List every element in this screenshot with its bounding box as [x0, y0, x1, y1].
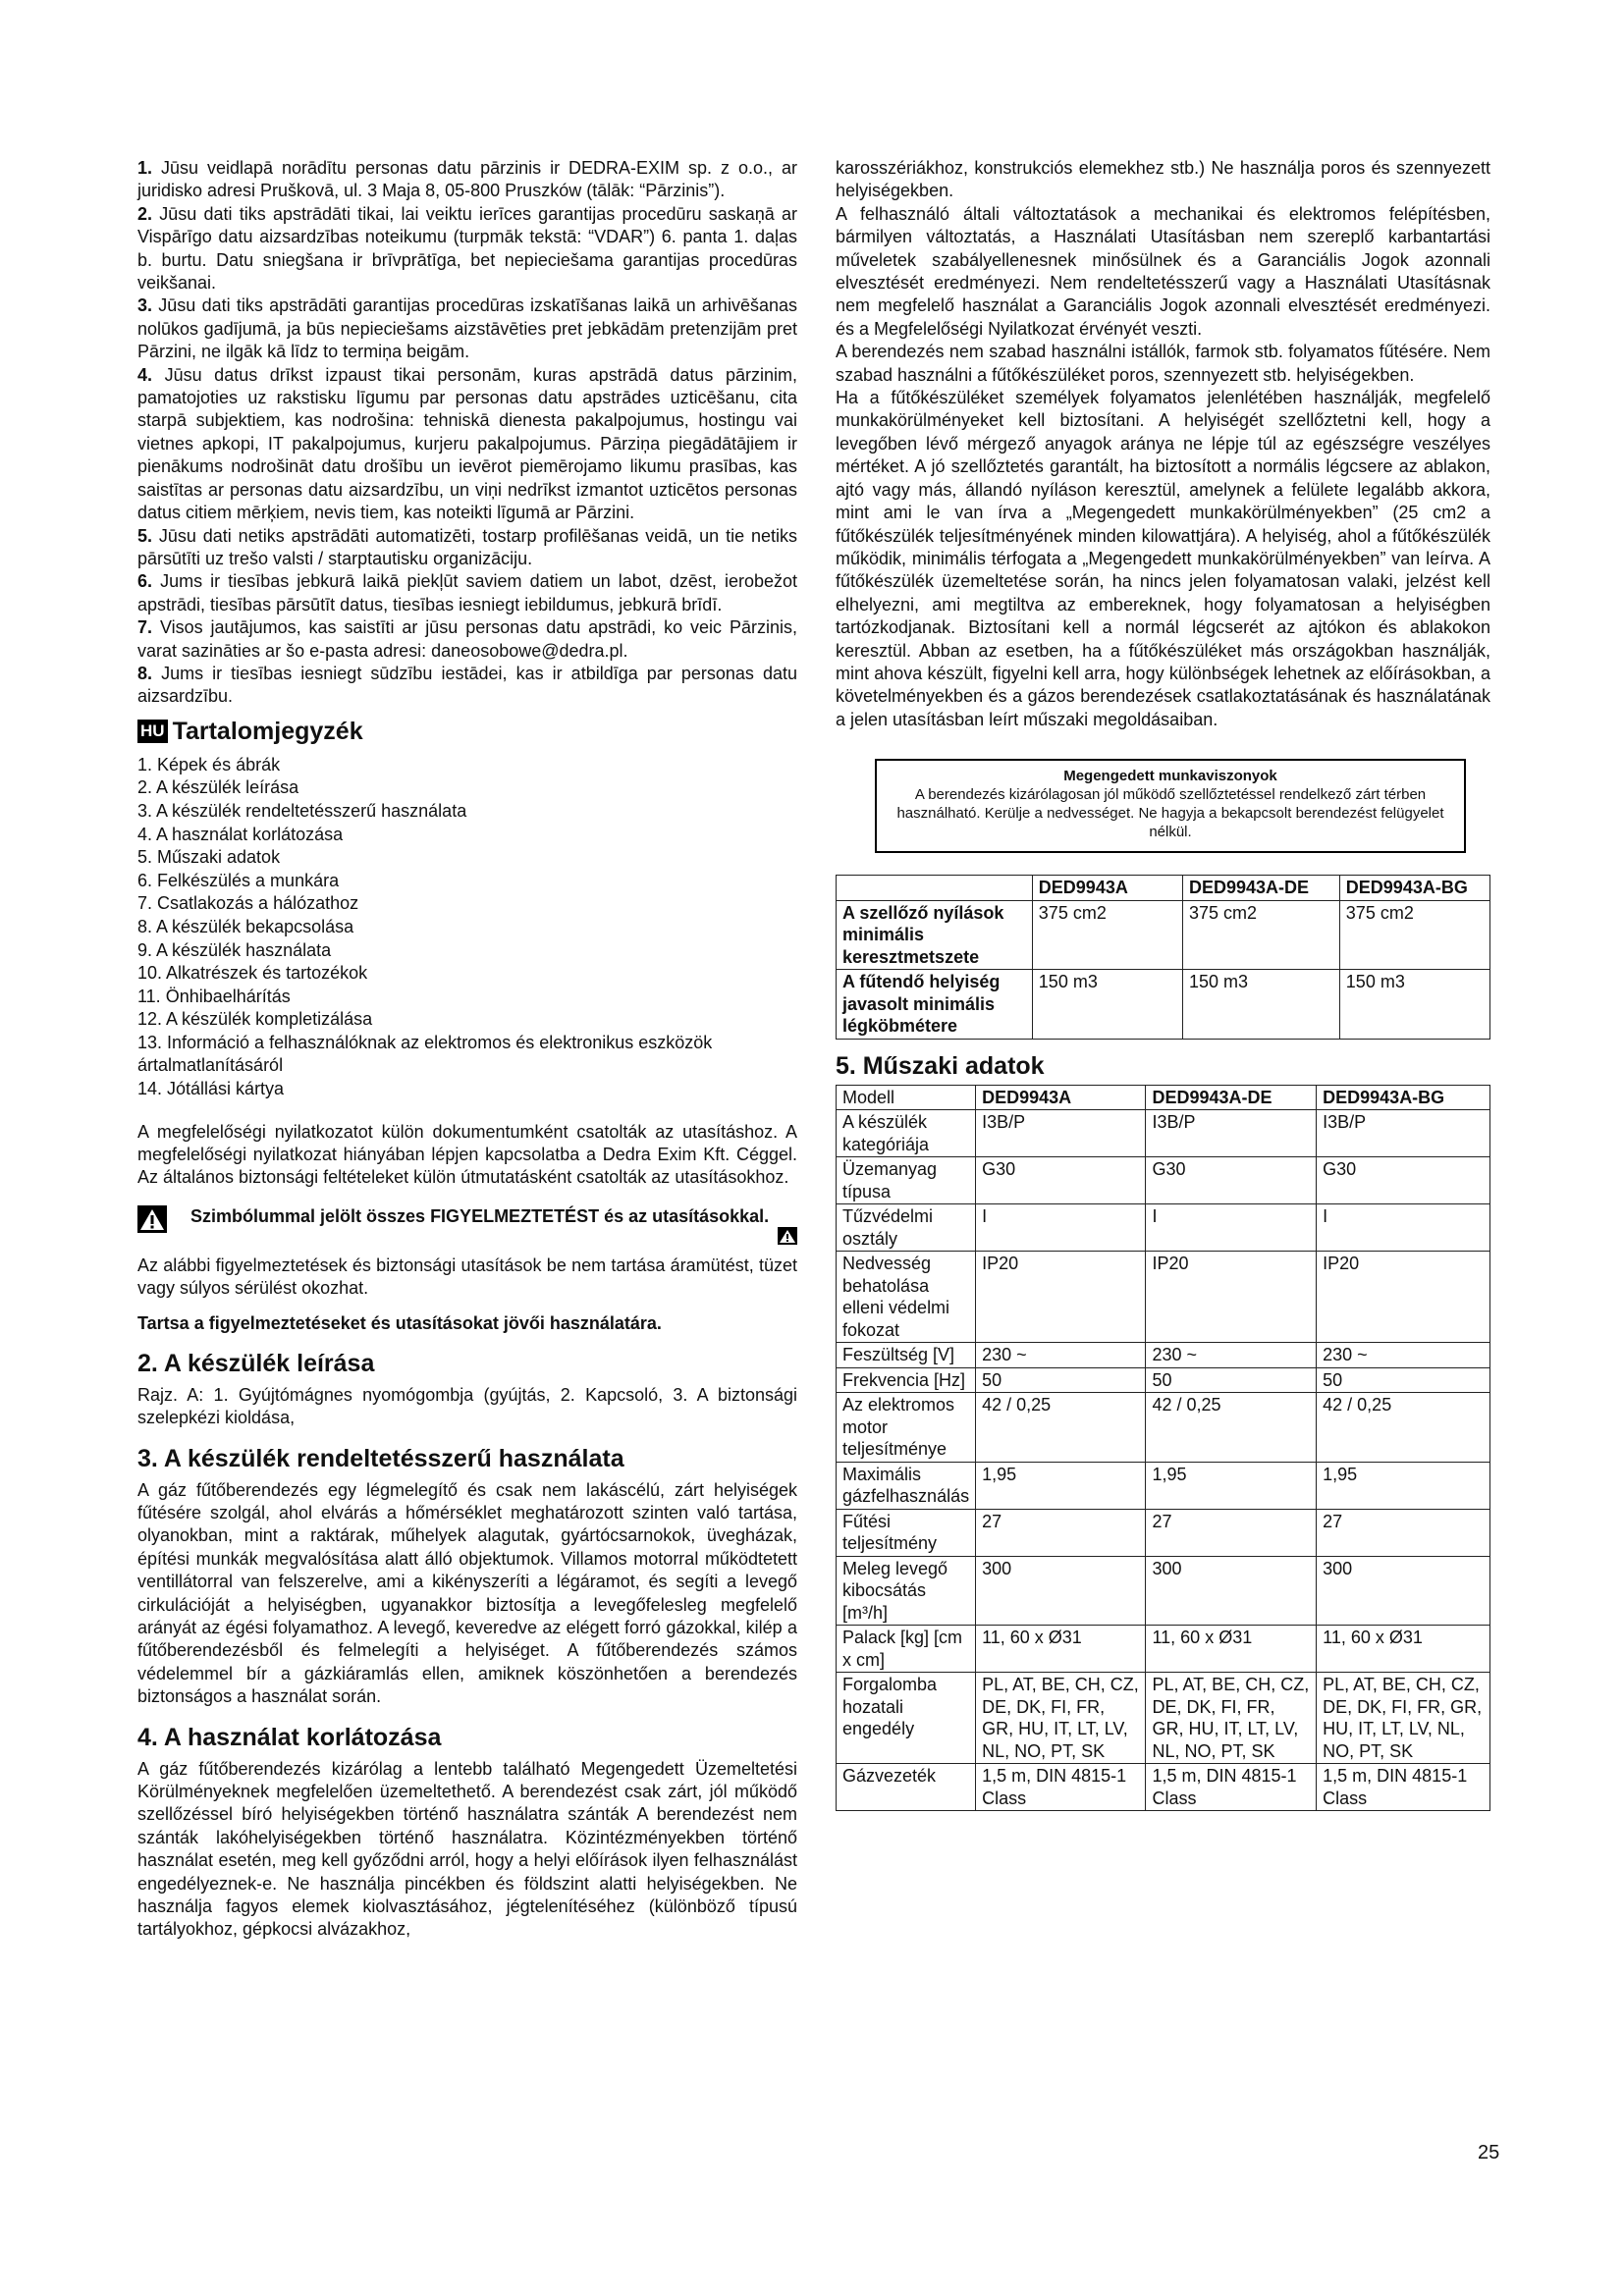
table-row: [837, 1556, 1490, 1626]
row-label: A szellőző nyílások minimális keresztmetszete: [837, 900, 1033, 970]
table-cell: 50: [976, 1367, 1146, 1393]
toc-item: 2. A készülék leírása: [137, 777, 299, 798]
row-label: A készülék kategóriája: [837, 1110, 976, 1157]
row-label: Az elektromos motor teljesítménye: [837, 1393, 976, 1463]
table-cell: 150 m3: [1032, 970, 1182, 1040]
paragraph: A felhasználó általi változtatások a mechanikai és elektromos felépítésben, bármilyen változtatás, a Használati Utasításban nem szereplő karbantartási műveletek szabályellenesnek minősülnek és a Garanciális Jogok azonnali elvesztését eredményezi. Nem rendeltetésszerű vagy a Használati Utasításnak nem megfelelő használat a Garanciális Jogok azonnali elvesztését eredményezi. és a Megfelelőségi Nyilatkozat érvényét veszti.: [836, 203, 1490, 339]
list-item: 3. Jūsu dati tiks apstrādāti garantijas procedūras izskatīšanas laikā un arhivēšanas nolūkos gadījumā, ja būs nepieciešams aizstāvēties pret jebkādām pretenzijām pret Pārzini, ne ilgāk kā līdz to termiņa beigām.: [137, 295, 797, 362]
table-row: [837, 1204, 1490, 1252]
row-label: Maximális gázfelhasználás: [837, 1462, 976, 1509]
section-2-text: Rajz. A: 1. Gyújtómágnes nyomógombja (gyújtás, 2. Kapcsoló, 3. A biztonsági szelepkézi kioldása,: [137, 1384, 797, 1428]
table-cell: IP20: [1317, 1252, 1490, 1343]
list-item: 7. Visos jautājumos, kas saistīti ar jūsu personas datu apstrādi, ko veic Pārzinis, varat sazināties ar šo e-pasta adresi: daneosobowe@dedra.pl.: [137, 617, 797, 661]
row-label: A fűtendő helyiség javasolt minimális légköbmétere: [837, 970, 1033, 1040]
left-column: [137, 157, 797, 1942]
table-header-row: [837, 876, 1490, 901]
section-3-title: 3. A készülék rendeltetésszerű használata: [137, 1444, 624, 1472]
table-cell: IP20: [1146, 1252, 1317, 1343]
personal-data-list: [137, 157, 797, 709]
table-cell: 230 ~: [1317, 1343, 1490, 1368]
toc-item: 9. A készülék használata: [137, 939, 332, 960]
toc-item: 6. Felkészülés a munkára: [137, 870, 340, 890]
list-item: 6. Jums ir tiesības jebkurā laikā piekļūt saviem datiem un labot, dzēst, ierobežot apstrādi, tiesības pārsūtīt datus, tiesības iesniegt iebildumus, jebkurā brīdī.: [137, 571, 797, 614]
toc-item: 3. A készülék rendeltetésszerű használata: [137, 800, 467, 821]
table-cell: 300: [976, 1556, 1146, 1626]
row-label: Frekvencia [Hz]: [837, 1367, 976, 1393]
table-cell: 1,5 m, DIN 4815-1 Class: [1146, 1764, 1317, 1811]
table-cell: 42 / 0,25: [1317, 1393, 1490, 1463]
row-label: Fűtési teljesítmény: [837, 1509, 976, 1556]
table-row: [837, 1157, 1490, 1204]
toc-item: 4. A használat korlátozása: [137, 824, 344, 844]
toc-item: 14. Jótállási kártya: [137, 1079, 285, 1099]
row-label: Palack [kg] [cm x cm]: [837, 1626, 976, 1673]
row-label: Meleg levegő kibocsátás [m³/h]: [837, 1556, 976, 1626]
table-cell: PL, AT, BE, CH, CZ, DE, DK, FI, FR, GR, HU, IT, LT, LV, NL, NO, PT, SK: [1146, 1673, 1317, 1764]
table-row: [837, 1252, 1490, 1343]
list-item: 1. Jūsu veidlapā norādītu personas datu pārzinis ir DEDRA-EXIM sp. z o.o., ar juridisko adresi Pruškovā, ul. 3 Maja 8, 05-800 Pruszków (tālāk: “Pārzinis”).: [137, 158, 797, 201]
table-cell: 375 cm2: [1339, 900, 1489, 970]
ventilation-table: [836, 875, 1490, 1040]
table-of-contents: [137, 754, 797, 1101]
table-cell: I3B/P: [1146, 1110, 1317, 1157]
table-cell: G30: [1146, 1157, 1317, 1204]
row-label: Nedvesség behatolása elleni védelmi fokozat: [837, 1252, 976, 1343]
table-cell: 1,95: [1317, 1462, 1490, 1509]
toc-item: 1. Képek és ábrák: [137, 754, 281, 774]
right-column: [836, 157, 1490, 1811]
header-cell: [837, 876, 1033, 901]
header-cell: DED9943A-BG: [1339, 876, 1489, 901]
header-cell: DED9943A-DE: [1146, 1085, 1317, 1110]
table-row: [837, 970, 1490, 1040]
toc-item: 7. Csatlakozás a hálózathoz: [137, 893, 359, 914]
technical-data-table: [836, 1085, 1490, 1812]
table-cell: 11, 60 x Ø31: [976, 1626, 1146, 1673]
section-5-title: 5. Műszaki adatok: [836, 1051, 1045, 1080]
table-row: [837, 900, 1490, 970]
table-cell: 11, 60 x Ø31: [1146, 1626, 1317, 1673]
table-row: [837, 1764, 1490, 1811]
table-cell: 42 / 0,25: [1146, 1393, 1317, 1463]
table-cell: G30: [1317, 1157, 1490, 1204]
table-cell: 150 m3: [1182, 970, 1339, 1040]
section-4-title: 4. A használat korlátozása: [137, 1723, 442, 1751]
table-cell: 50: [1317, 1367, 1490, 1393]
header-cell: Modell: [837, 1085, 976, 1110]
table-cell: 300: [1146, 1556, 1317, 1626]
table-cell: I: [1317, 1204, 1490, 1252]
toc-heading: [137, 717, 797, 746]
paragraph: Ha a fűtőkészüléket személyek folyamatos jelenlétében használják, megfelelő munkakörülményeket kell biztosítani. A helyiségét szellőztetni kell, hogy a levegőben lévő mérgező anyagok aránya ne lépje túl az egészségre veszélyes mértéket. A jó szellőztetés garantált, ha biztosított a normális légcsere az ablakon, ajtó vagy más, állandó nyíláson keresztül, amelynek a felülete legalább akkora, mint ami le van írva a „Megengedett munkakörülményekben” (25 cm2 a fűtőkészülék teljesítményének minden kilowattjára). A helyiség, ahol a fűtőkészülék működik, minimális térfogata a „Megengedett munkakörülményekben” van leírva. A fűtőkészülék üzemeltetése során, ha nincs jelen folyamatosan valaki, jelzést kell elhelyezni, ami megtiltva az embereknek, hogy folyamatosan a helyiségben tartózkodjanak. Biztosítani kell a normál légcserét az ajtókon és ablakokon keresztül. Abban az esetben, ha a fűtőkészüléket más országokban használják, mint ahova készült, figyelni kell arra, hogy különbségek lehetnek az előírásokban, a követelményekben és a gázos berendezések csatlakoztatásának és használatának a jelen utasításban leírt műszaki megoldásaiban.: [836, 388, 1490, 729]
warning-triangle-icon: [137, 1205, 167, 1233]
table-row: [837, 1626, 1490, 1673]
table-cell: 11, 60 x Ø31: [1317, 1626, 1490, 1673]
table-cell: 1,5 m, DIN 4815-1 Class: [976, 1764, 1146, 1811]
table-cell: 150 m3: [1339, 970, 1489, 1040]
table-cell: 27: [1146, 1509, 1317, 1556]
toc-item: 8. A készülék bekapcsolása: [137, 916, 354, 936]
box-title: Megengedett munkaviszonyok: [1063, 768, 1277, 785]
table-row: [837, 1110, 1490, 1157]
table-cell: 42 / 0,25: [976, 1393, 1146, 1463]
conformity-paragraph: A megfelelőségi nyilatkozatot külön dokumentumként csatolták az utasításhoz. A megfelelőségi nyilatkozat hiányában lépjen kapcsolatba a Dedra Exim Kft. Céggel. Az általános biztonsági feltételeket külön útmutatásként csatolták az utasításokhoz.: [137, 1121, 797, 1188]
header-cell: DED9943A: [1032, 876, 1182, 901]
toc-item: 5. Műszaki adatok: [137, 847, 281, 868]
table-cell: 230 ~: [976, 1343, 1146, 1368]
toc-item: 12. A készülék kompletizálása: [137, 1009, 373, 1030]
toc-item: 11. Önhibaelhárítás: [137, 986, 291, 1006]
header-cell: DED9943A: [976, 1085, 1146, 1110]
section-2-title: 2. A készülék leírása: [137, 1349, 375, 1377]
list-item: 8. Jums ir tiesības iesniegt sūdzību iestādei, kas ir atbildīga par personas datu aizsardzību.: [137, 663, 797, 707]
table-header-row: [837, 1085, 1490, 1110]
section-3-text: A gáz fűtőberendezés egy légmelegítő és csak nem lakáscélú, zárt helyiségek fűtésére szolgál, ahol elvárás a hőmérséklet meghatározott szinten való tartása, olyanokban, mint a raktárak, műhelyek alagutak, gyártócsarnokok, üvegházak, építési munkák megvalósítása alatt álló objektumok. Villamos motorral működtetett ventillátorral van felszerelve, ami a kikényszeríti a légáramot, és segíti a levegő cirkulációját a helyiségben, ugyanakkor biztosítja a levegőfelesleg megfelelő arányát az égési folyamathoz. A levegő, keveredve az elégett forró gázokkal, kilép a fűtőberendezésből és felmelegíti a helyiséget. A fűtőberendezés számos védelemmel bír a gázkiáramlás ellen, amiknek köszönhetően a berendezés biztonságos a használat során.: [137, 1479, 797, 1707]
table-row: [837, 1393, 1490, 1463]
warning-paragraph: Az alábbi figyelmeztetések és biztonsági utasítások be nem tartása áramütést, tüzet vagy súlyos sérülést okozhat.: [137, 1255, 797, 1299]
row-label: Forgalomba hozatali engedély: [837, 1673, 976, 1764]
table-cell: 50: [1146, 1367, 1317, 1393]
row-label: Feszültség [V]: [837, 1343, 976, 1368]
table-cell: IP20: [976, 1252, 1146, 1343]
paragraph: karosszériákhoz, konstrukciós elemekhez stb.) Ne használja poros és szennyezett helyiségekben.: [836, 158, 1490, 201]
table-cell: 27: [976, 1509, 1146, 1556]
table-cell: 300: [1317, 1556, 1490, 1626]
table-row: [837, 1462, 1490, 1509]
table-cell: 1,95: [976, 1462, 1146, 1509]
warning-symbol-text: Szimbólummal jelölt összes FIGYELMEZTETÉST és az utasításokkal.: [190, 1205, 770, 1226]
language-badge: HU: [137, 720, 168, 743]
row-label: Tűzvédelmi osztály: [837, 1204, 976, 1252]
list-item: 5. Jūsu dati netiks apstrādāti automatizēti, tostarp profilēšanas veidā, un tie netiks pārsūtīti uz trešo valsti / starptautisku organizāciju.: [137, 525, 797, 568]
table-cell: 375 cm2: [1182, 900, 1339, 970]
table-cell: PL, AT, BE, CH, CZ, DE, DK, FI, FR, GR, HU, IT, LT, LV, NL, NO, PT, SK: [1317, 1673, 1490, 1764]
warning-notice: [137, 1205, 797, 1245]
table-cell: 230 ~: [1146, 1343, 1317, 1368]
toc-item: 13. Információ a felhasználóknak az elektromos és elektronikus eszközök ártalmatlanításáról: [137, 1032, 713, 1076]
table-row: [837, 1673, 1490, 1764]
box-text: A berendezés kizárólagosan jól működő szellőztetéssel rendelkező zárt térben használható. Kerülje a nedvességet. Ne hagyja a bekapcsolt berendezést felügyelet nélkül.: [896, 786, 1444, 841]
toc-item: 10. Alkatrészek és tartozékok: [137, 963, 368, 984]
allowed-conditions-box: [875, 759, 1466, 853]
table-cell: I3B/P: [976, 1110, 1146, 1157]
toc-title: Tartalomjegyzék: [172, 717, 363, 745]
header-cell: DED9943A-BG: [1317, 1085, 1490, 1110]
paragraph: A berendezés nem szabad használni istállók, farmok stb. folyamatos fűtésére. Nem szabad használni a fűtőkészüléket poros, szennyezett stb. helyiségekben.: [836, 342, 1490, 385]
table-cell: G30: [976, 1157, 1146, 1204]
table-row: [837, 1367, 1490, 1393]
row-label: Üzemanyag típusa: [837, 1157, 976, 1204]
table-cell: I: [1146, 1204, 1317, 1252]
page-number: 25: [1478, 2142, 1500, 2163]
list-item: 4. Jūsu datus drīkst izpaust tikai personām, kuras apstrādā datus pārzinim, pamatojoties uz rakstisku līgumu par personas datu apstrādes uzticēšanu, cita starpā subjektiem, kas nodrošina: tehniskā dienesta pakalpojumus, hostingu vai vietnes apkopi, IT pakalpojumus, kurjeru pakalpojumus. Pārziņa piegādātājiem ir pienākums nodrošināt datu drošību un ievērot piemērojamo likumu prasības, kas saistītas ar personas datu aizsardzību, un viņi nedrīkst izmantot uzticētos personas datus citiem mērķiem, nevis tiem, kas noteikti līgumā ar Pārzini.: [137, 364, 797, 523]
section-4-text: A gáz fűtőberendezés kizárólag a lentebb található Megengedett Üzemeltetési Körülményeknek megfelelően üzemeltethető. A berendezést csak zárt, jól működő szellőzéssel bíró helyiségekben történő használatra szánták A berendezést nem szánták lakóhelyiségekben történő használatra. Közintézményekben történő használat esetén, meg kell győződni arról, hogy a helyi előírások ilyen felhasználást engedélyeznek-e. Ne használja pincékben és földszint alatti helyiségekben. Ne használja fagyos elemek kiolvasztásához, jégtelenítéséhez (különböző típusú tartályokhoz, gépkocsi alvázakhoz,: [137, 1758, 797, 1940]
table-cell: 375 cm2: [1032, 900, 1182, 970]
table-row: [837, 1509, 1490, 1556]
table-row: [837, 1343, 1490, 1368]
table-cell: 27: [1317, 1509, 1490, 1556]
table-cell: 1,5 m, DIN 4815-1 Class: [1317, 1764, 1490, 1811]
row-label: Gázvezeték: [837, 1764, 976, 1811]
header-cell: DED9943A-DE: [1182, 876, 1339, 901]
list-item: 2. Jūsu dati tiks apstrādāti tikai, lai veiktu ierīces garantijas procedūru saskaņā ar Vispārīgo datu aizsardzības noteikumu (turpmāk tekstā: “VDAR”) 6. panta 1. daļas b. burtu. Datu sniegšana ir brīvprātīga, bet nepieciešama garantijas procedūras veikšanai.: [137, 203, 797, 294]
table-cell: 1,95: [1146, 1462, 1317, 1509]
table-cell: PL, AT, BE, CH, CZ, DE, DK, FI, FR, GR, HU, IT, LT, LV, NL, NO, PT, SK: [976, 1673, 1146, 1764]
table-cell: I3B/P: [1317, 1110, 1490, 1157]
keep-instructions-line: Tartsa a figyelmeztetéseket és utasításokat jövői használatára.: [137, 1312, 662, 1333]
warning-small-icon: [778, 1227, 797, 1245]
table-cell: I: [976, 1204, 1146, 1252]
